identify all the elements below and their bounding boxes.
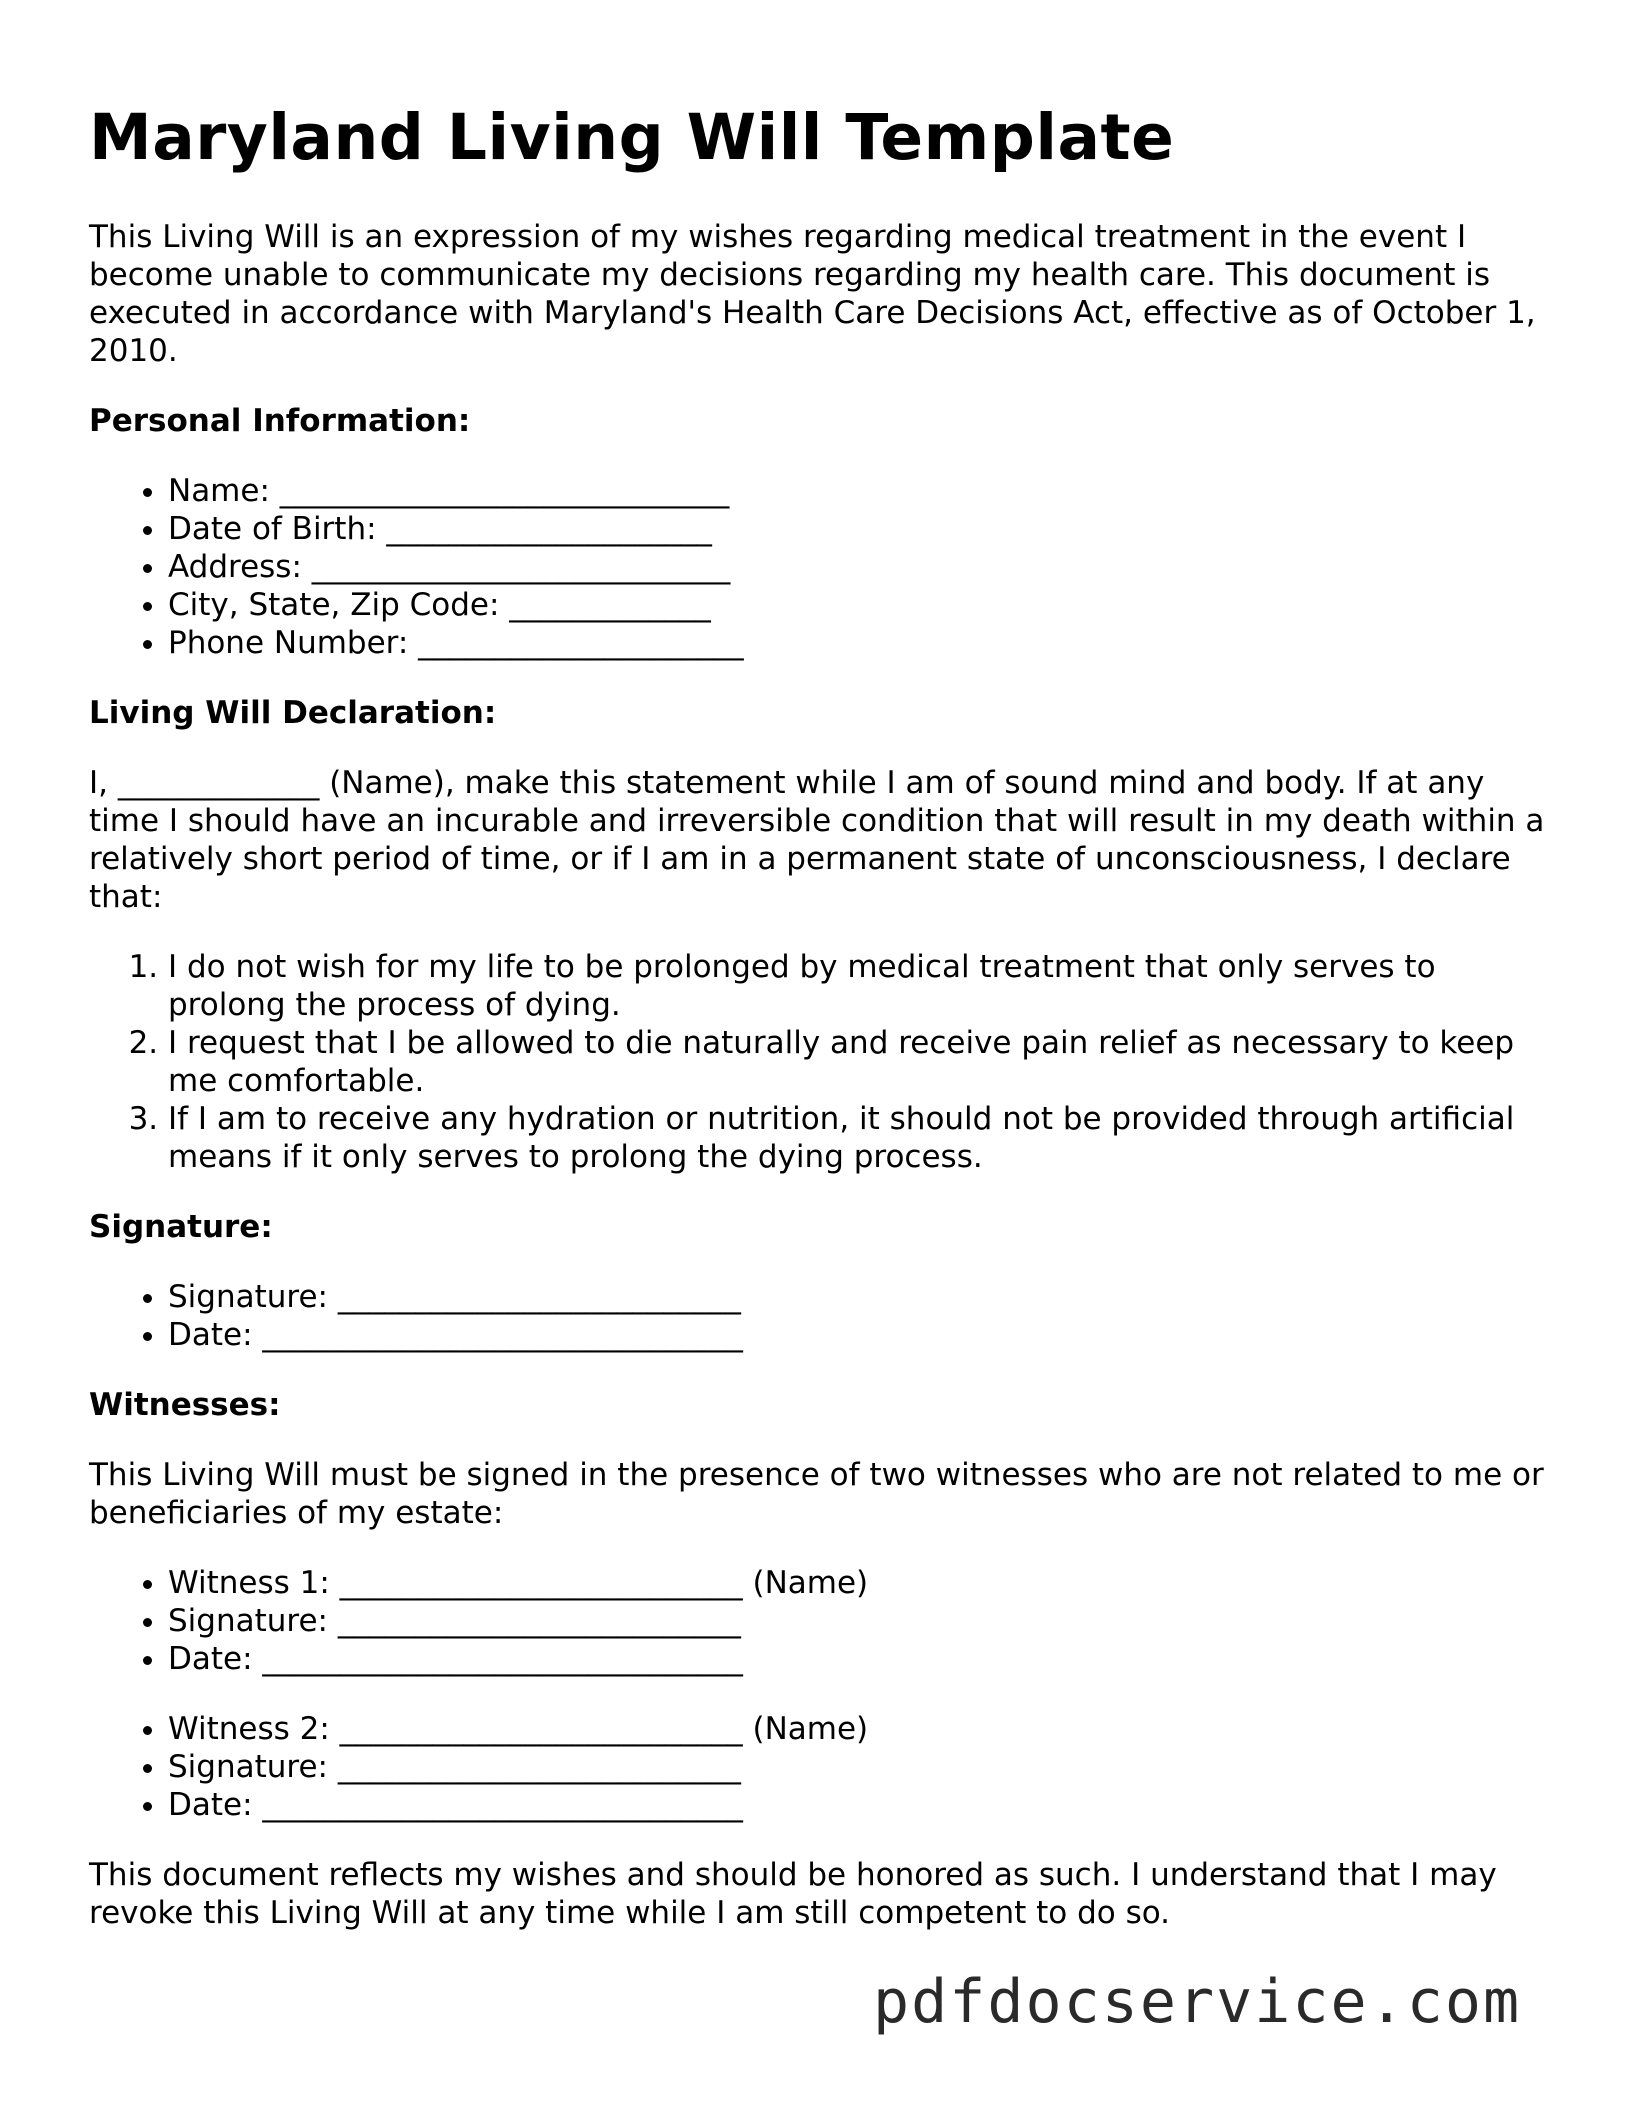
witness-1-name-field: • Witness 1: __________________________ (Name) bbox=[168, 1564, 1549, 1602]
witness-2-signature-field: • Signature: __________________________ bbox=[168, 1748, 1549, 1786]
document-title: Maryland Living Will Template bbox=[89, 101, 1175, 174]
closing-paragraph: This document reflects my wishes and should be honored as such. I understand that I may revoke this Living Will at any time while I am still competent to do so. bbox=[89, 1856, 1497, 1931]
declaration-item: 2. I request that I be allowed to die naturally and receive pain relief as necessary to keep me comfortable. bbox=[168, 1024, 1549, 1100]
witness-1-date-field: • Date: _______________________________ bbox=[168, 1640, 1549, 1678]
witness-1-signature-field: • Signature: __________________________ bbox=[168, 1602, 1549, 1640]
declaration-list bbox=[89, 948, 1549, 1176]
city-state-zip-field: • City, State, Zip Code: _____________ bbox=[168, 586, 1549, 624]
address-field: • Address: ___________________________ bbox=[168, 548, 1549, 586]
declaration-paragraph: I, _____________ (Name), make this statement while I am of sound mind and body. If at any time I should have an incurable and irreversible condition that will result in my death within a relatively short period of time, or if I am in a permanent state of unconsciousness, I declare that: bbox=[89, 764, 1545, 915]
declaration-heading: Living Will Declaration: bbox=[89, 694, 497, 731]
personal-info-heading: Personal Information: bbox=[89, 402, 471, 439]
name-field: • Name: _____________________________ bbox=[168, 472, 1549, 510]
signature-date-field: • Date: _______________________________ bbox=[168, 1316, 1549, 1354]
date-of-birth-field: • Date of Birth: _____________________ bbox=[168, 510, 1549, 548]
witness-2-date-field: • Date: _______________________________ bbox=[168, 1786, 1549, 1824]
witness-2-list bbox=[89, 1710, 1549, 1824]
witnesses-heading: Witnesses: bbox=[89, 1386, 281, 1423]
witness-2-name-field: • Witness 2: __________________________ (Name) bbox=[168, 1710, 1549, 1748]
declaration-item: 3. If I am to receive any hydration or nutrition, it should not be provided through artificial means if it only serves to prolong the dying process. bbox=[168, 1100, 1549, 1176]
document-page bbox=[89, 100, 1549, 1964]
signature-field: • Signature: __________________________ bbox=[168, 1278, 1549, 1316]
phone-number-field: • Phone Number: _____________________ bbox=[168, 624, 1549, 662]
signature-list bbox=[89, 1278, 1549, 1354]
intro-paragraph: This Living Will is an expression of my wishes regarding medical treatment in the event I become unable to communicate my decisions regarding my health care. This document is executed in accordance with Maryland's Health Care Decisions Act, effective as of October 1, 2010. bbox=[89, 218, 1536, 369]
watermark-text: pdfdocservice.com bbox=[873, 1967, 1522, 2037]
signature-heading: Signature: bbox=[89, 1208, 273, 1245]
witness-1-list bbox=[89, 1564, 1549, 1678]
personal-info-list bbox=[89, 472, 1549, 662]
declaration-item: 1. I do not wish for my life to be prolonged by medical treatment that only serves to prolong the process of dying. bbox=[168, 948, 1549, 1024]
witnesses-paragraph: This Living Will must be signed in the presence of two witnesses who are not related to me or beneficiaries of my estate: bbox=[89, 1456, 1544, 1531]
